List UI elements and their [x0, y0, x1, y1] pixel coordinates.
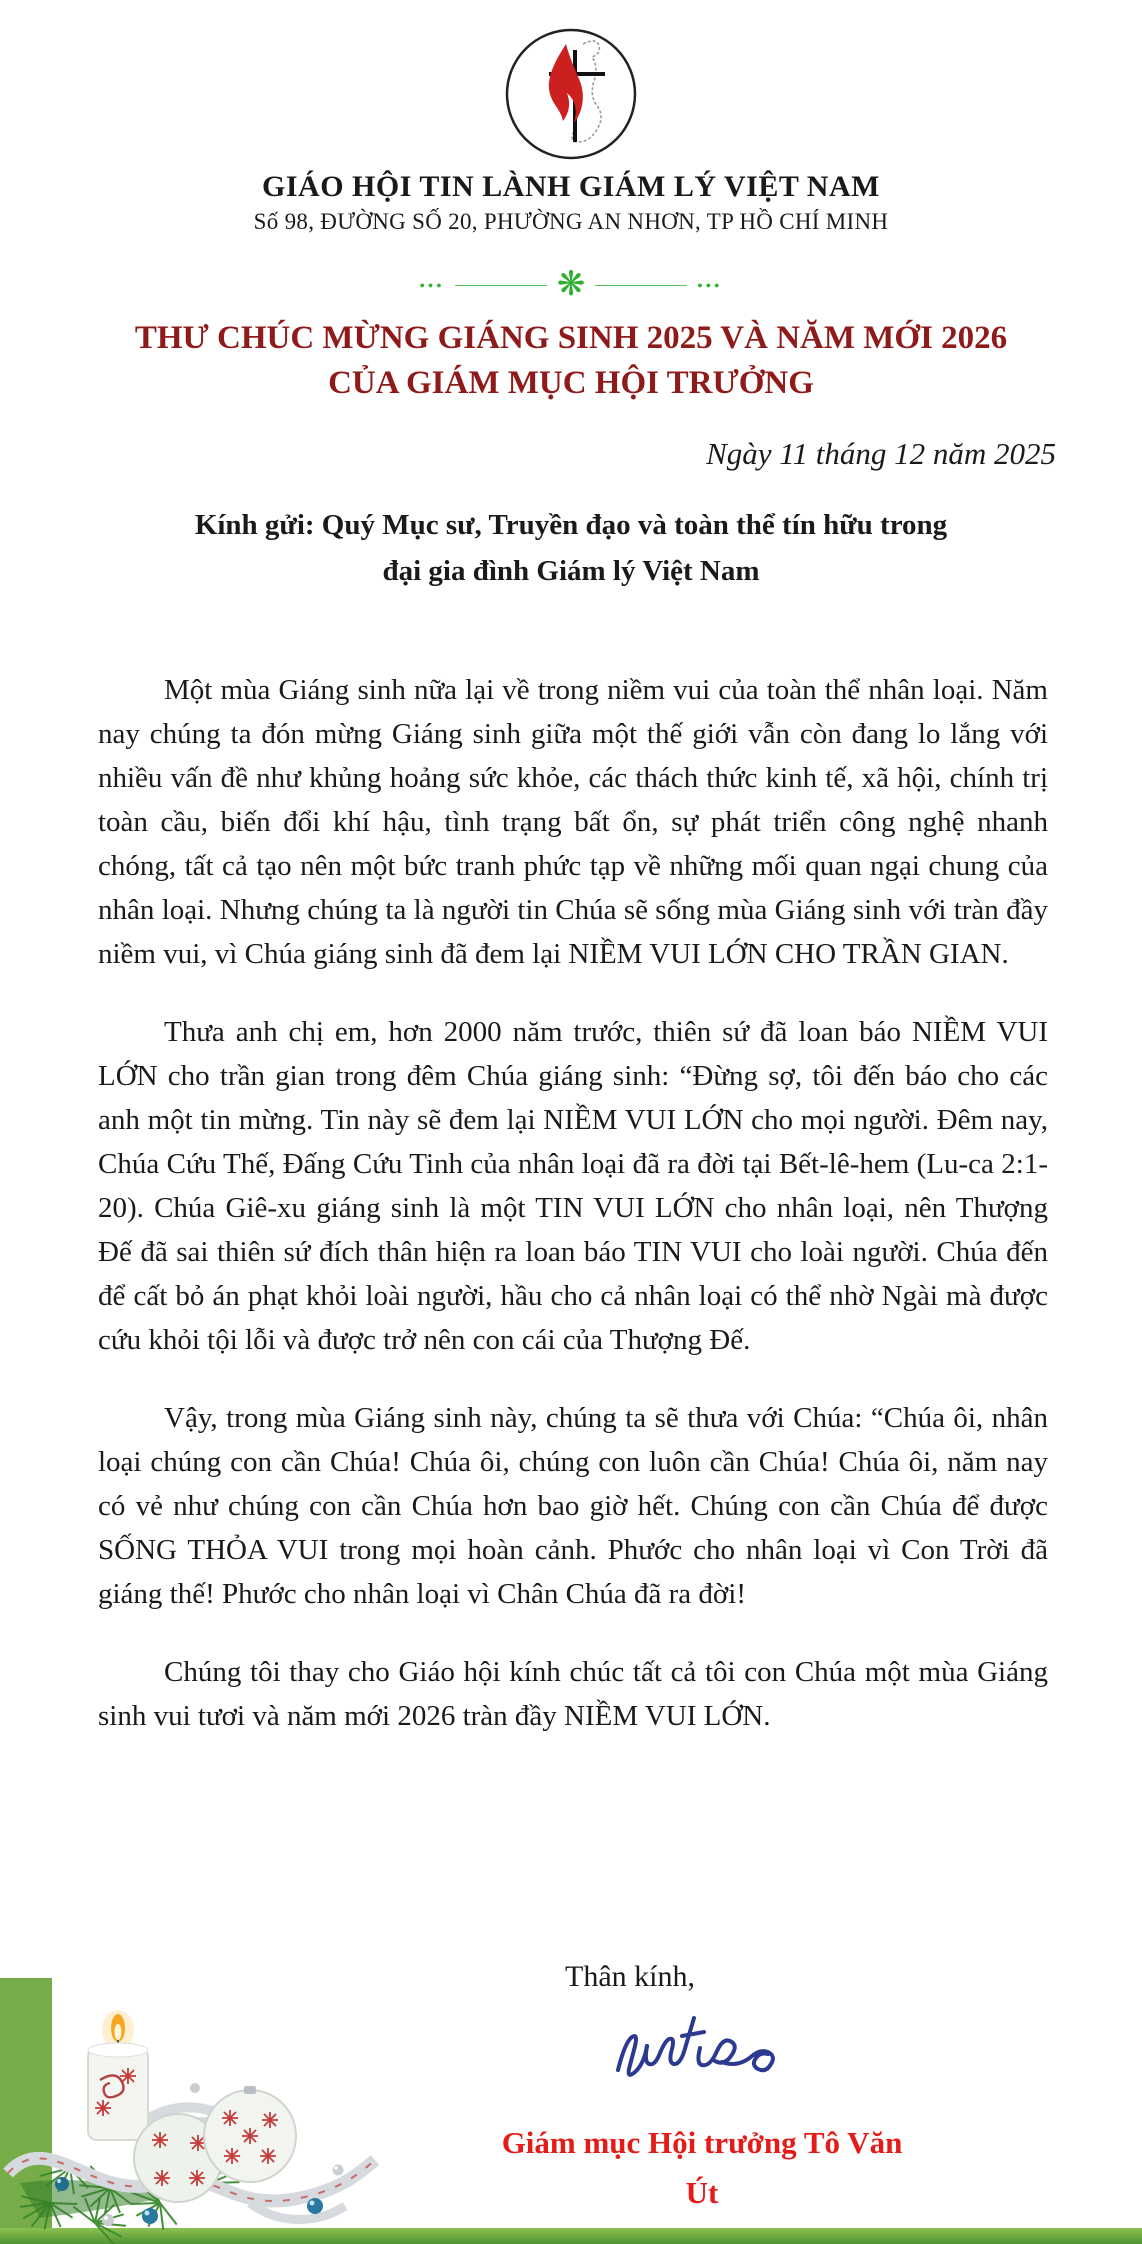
divider-dots-right: ●●●	[697, 279, 723, 290]
salutation-line1: Kính gửi: Quý Mục sư, Truyền đạo và toàn thể tín hữu trong	[194, 509, 948, 541]
letter-date: Ngày 11 tháng 12 năm 2025	[706, 436, 1056, 471]
ornament-divider	[0, 262, 1142, 308]
divider-line-left	[455, 285, 547, 286]
signer-name-line1: Giám mục Hội trưởng Tô Văn	[501, 2125, 903, 2160]
salutation	[0, 502, 1142, 594]
letter-title-line1: THƯ CHÚC MỪNG GIÁNG SINH 2025 VÀ NĂM MỚI 2026	[134, 320, 1008, 356]
christmas-decoration-illustration	[0, 1968, 410, 2244]
org-name: GIÁO HỘI TIN LÀNH GIÁM LÝ VIỆT NAM	[262, 170, 880, 203]
paragraph-4: Chúng tôi thay cho Giáo hội kính chúc tất cả tôi con Chúa một mùa Giáng sinh vui tươi và năm mới 2026 tràn đầy NIỀM VUI LỚN.	[98, 1656, 1048, 1732]
cross-and-flame-icon	[503, 26, 639, 162]
letter-body	[98, 668, 1048, 1772]
snowflake-icon: ❋	[556, 266, 586, 303]
signer-name-line2: Út	[685, 2175, 719, 2210]
org-address: Số 98, ĐƯỜNG SỐ 20, PHƯỜNG AN NHƠN, TP HỒ CHÍ MINH	[253, 209, 889, 234]
church-logo	[0, 26, 1142, 167]
paragraph-2: Thưa anh chị em, hơn 2000 năm trước, thiên sứ đã loan báo NIỀM VUI LỚN cho trần gian trong đêm Chúa giáng sinh: “Đừng sợ, tôi đến báo cho các anh một tin mừng. Tin này sẽ đem lại NIỀM VUI LỚN cho mọi người. Đêm nay, Chúa Cứu Thế, Đấng Cứu Tinh của nhân loại đã ra đời tại Bết-lê-hem (Lu-ca 2:1-20). Chúa Giê-xu giáng sinh là một TIN VUI LỚN cho nhân loại, nên Thượng Đế đã sai thiên sứ đích thân hiện ra loan báo TIN VUI cho loài người. Chúa đến để cất bỏ án phạt khỏi loài người, hầu cho cả nhân loại có thể nhờ Ngài mà được cứu khỏi tội lỗi và được trở nên con cái của Thượng Đế.	[98, 1016, 1048, 1356]
salutation-line2: đại gia đình Giám lý Việt Nam	[382, 555, 760, 587]
paragraph-3: Vậy, trong mùa Giáng sinh này, chúng ta sẽ thưa với Chúa: “Chúa ôi, nhân loại chúng con cần Chúa! Chúa ôi, chúng con luôn cần Chúa! Chúa ôi, năm nay có vẻ như chúng con cần Chúa hơn bao giờ hết. Chúng con cần Chúa để được SỐNG THỎA VUI trong mọi hoàn cảnh. Phước cho nhân loại vì Con Trời đã giáng thế! Phước cho nhân loại vì Chân Chúa đã ra đời!	[98, 1402, 1048, 1610]
divider-line-right	[595, 285, 687, 286]
closing: Thân kính,	[565, 1960, 695, 1993]
signature-icon	[604, 2006, 800, 2102]
letter-title-line2: CỦA GIÁM MỤC HỘI TRƯỞNG	[328, 365, 814, 401]
paragraph-1: Một mùa Giáng sinh nữa lại về trong niềm vui của toàn thể nhân loại. Năm nay chúng ta đón mừng Giáng sinh giữa một thế giới vẫn còn đang lo lắng với nhiều vấn đề như khủng hoảng sức khỏe, các thách thức kinh tế, xã hội, chính trị toàn cầu, biến đổi khí hậu, tình trạng bất ổn, sự phát triển công nghệ nhanh chóng, tất cả tạo nên một bức tranh phức tạp về những mối quan ngại chung của nhân loại. Nhưng chúng ta là người tin Chúa sẽ sống mùa Giáng sinh với tràn đầy niềm vui, vì Chúa giáng sinh đã đem lại NIỀM VUI LỚN CHO TRẦN GIAN.	[98, 674, 1048, 970]
divider-dots-left: ●●●	[419, 279, 445, 290]
letter-title	[0, 316, 1142, 406]
